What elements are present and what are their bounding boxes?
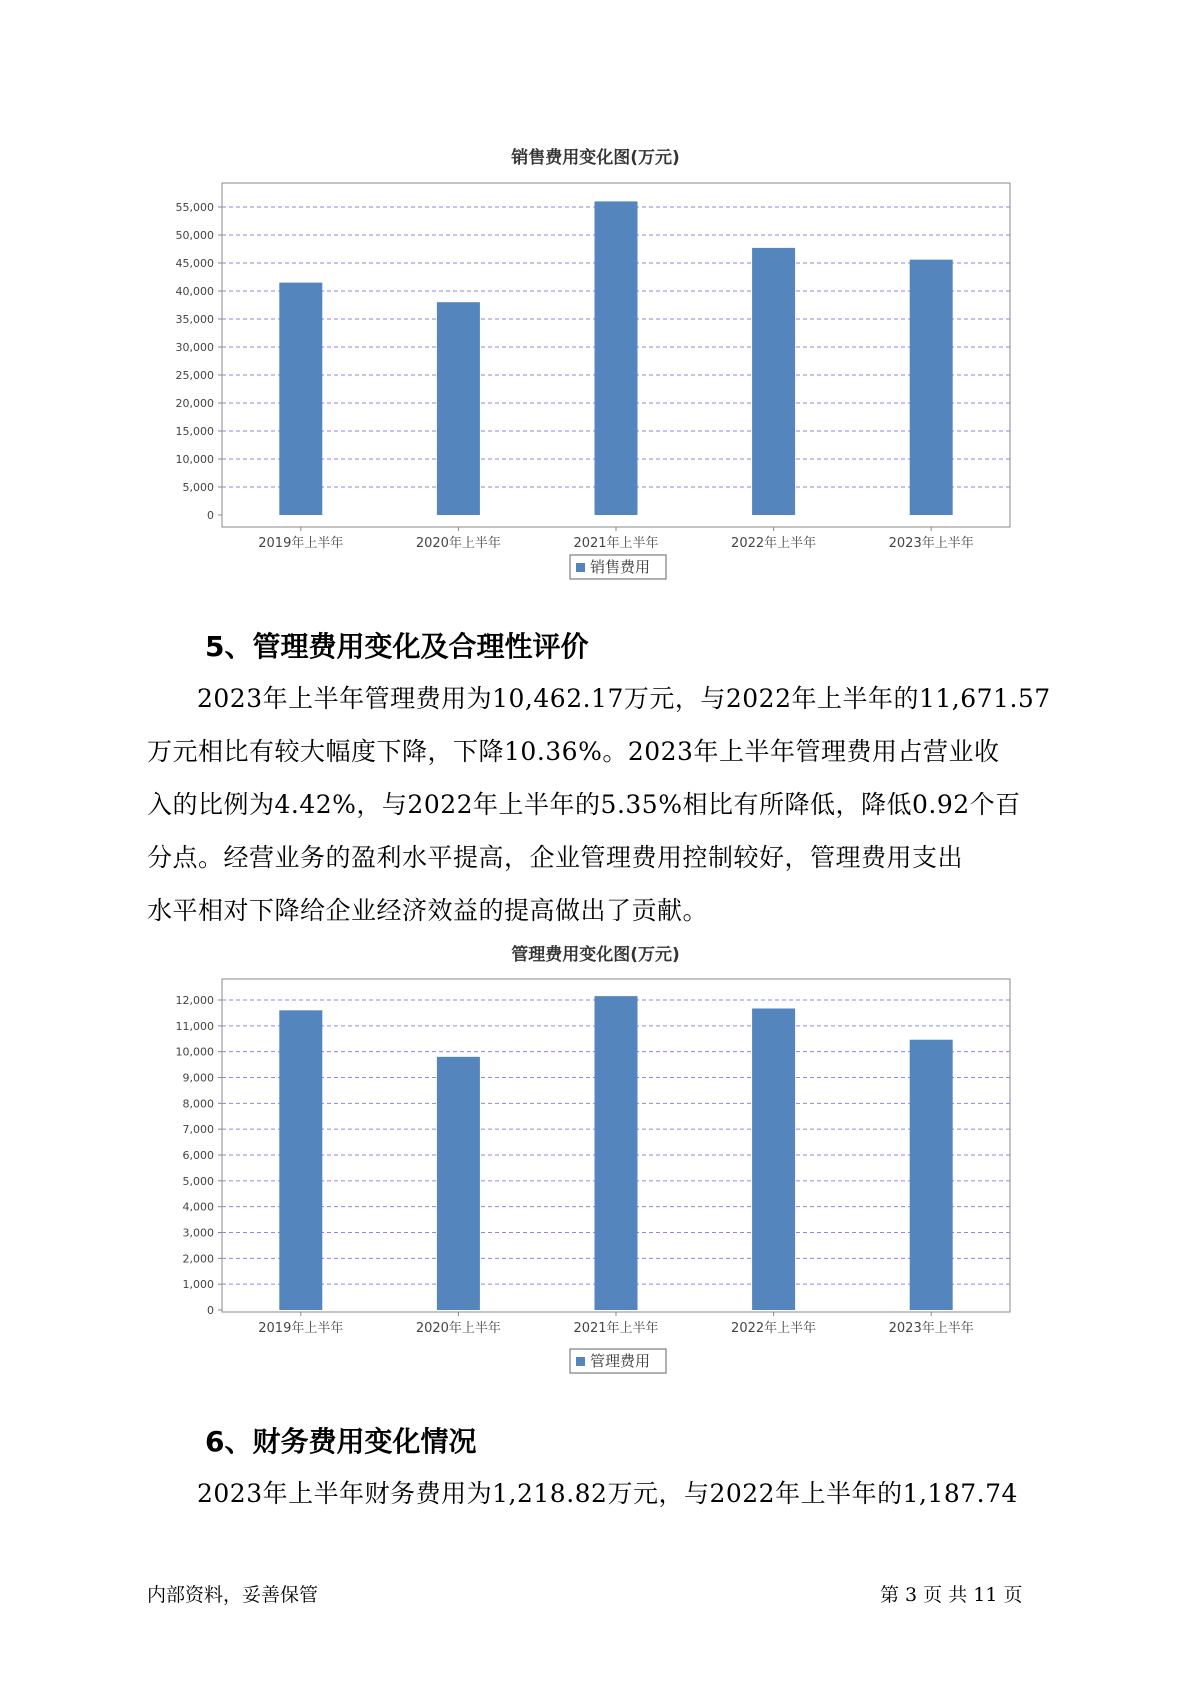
x-tick-label: 2021年上半年: [573, 536, 659, 551]
x-tick-label: 2022年上半年: [731, 1321, 817, 1336]
y-tick-label: 50,000: [175, 229, 214, 242]
y-tick-label: 40,000: [175, 285, 214, 298]
x-tick-label: 2020年上半年: [415, 1321, 501, 1336]
y-tick-label: 2,000: [182, 1252, 214, 1266]
section-6-heading: 6、财务费用变化情况: [205, 1425, 477, 1458]
legend-swatch: [576, 1357, 585, 1366]
x-tick-label: 2021年上半年: [573, 1321, 659, 1336]
y-tick-label: 5,000: [182, 1174, 214, 1188]
footer-confidential: 内部资料，妥善保管: [147, 1584, 319, 1606]
y-tick-label: 4,000: [182, 1200, 214, 1214]
y-tick-label: 10,000: [175, 453, 214, 466]
x-tick-label: 2020年上半年: [415, 536, 501, 551]
y-tick-label: 5,000: [182, 481, 214, 494]
bar: [279, 1010, 322, 1310]
bar: [752, 1008, 795, 1310]
y-tick-label: 45,000: [175, 257, 214, 270]
y-tick-label: 7,000: [182, 1123, 214, 1137]
x-tick-label: 2023年上半年: [888, 536, 974, 551]
bar: [910, 1040, 953, 1310]
paragraph-line: 2023年上半年管理费用为10,462.17万元，与2022年上半年的11,671.57: [197, 684, 1051, 713]
paragraph-line: 分点。经营业务的盈利水平提高，企业管理费用控制较好，管理费用支出: [147, 843, 964, 872]
y-tick-label: 0: [207, 1304, 214, 1317]
paragraph-line: 2023年上半年财务费用为1,218.82万元，与2022年上半年的1,187.74: [197, 1479, 1018, 1508]
y-tick-label: 55,000: [175, 201, 214, 214]
x-tick-label: 2019年上半年: [258, 1321, 344, 1336]
paragraph-line: 入的比例为4.42%，与2022年上半年的5.35%相比有所降低，降低0.92个百: [147, 790, 1021, 819]
y-tick-label: 15,000: [175, 425, 214, 438]
paragraph-line: 万元相比有较大幅度下降，下降10.36%。2023年上半年管理费用占营业收: [147, 737, 1000, 766]
y-tick-label: 9,000: [182, 1071, 214, 1085]
bar: [595, 996, 638, 1310]
section-6-paragraph: [147, 1467, 1067, 1520]
y-tick-label: 1,000: [182, 1278, 214, 1292]
bar: [437, 1057, 480, 1310]
section-5-heading: 5、管理费用变化及合理性评价: [205, 630, 589, 663]
x-tick-label: 2023年上半年: [888, 1321, 974, 1336]
y-tick-label: 35,000: [175, 313, 214, 326]
x-tick-label: 2019年上半年: [258, 536, 344, 551]
chart-title-sales-expense: 销售费用变化图(万元): [511, 148, 680, 168]
y-tick-label: 12,000: [175, 994, 214, 1007]
y-tick-label: 3,000: [182, 1226, 214, 1240]
legend-label: 销售费用: [590, 558, 651, 576]
y-tick-label: 8,000: [182, 1097, 214, 1111]
y-tick-label: 20,000: [175, 397, 214, 410]
chart-title-admin-expense: 管理费用变化图(万元): [511, 945, 680, 965]
legend-label: 管理费用: [590, 1352, 651, 1370]
y-tick-label: 11,000: [175, 1019, 214, 1033]
y-tick-label: 30,000: [175, 341, 214, 354]
y-tick-label: 10,000: [175, 1045, 214, 1059]
paragraph-line: 水平相对下降给企业经济效益的提高做出了贡献。: [147, 896, 709, 925]
y-tick-label: 6,000: [182, 1149, 214, 1162]
y-tick-label: 25,000: [175, 369, 214, 382]
y-tick-label: 0: [207, 509, 214, 522]
x-tick-label: 2022年上半年: [731, 536, 817, 551]
footer-page-number: 第 3 页 共 11 页: [880, 1584, 1023, 1606]
